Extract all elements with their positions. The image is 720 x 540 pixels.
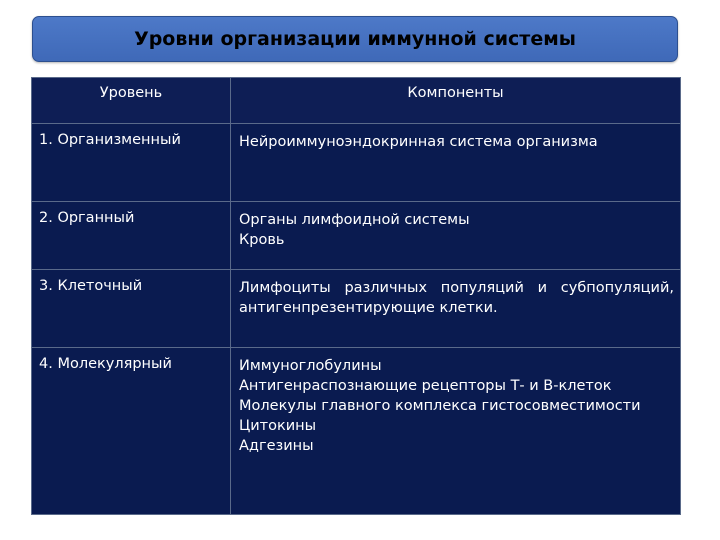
- header-level: Уровень: [32, 78, 231, 124]
- page-title: Уровни организации иммунной системы: [134, 28, 576, 50]
- components-cell: [231, 202, 681, 270]
- components-cell: [231, 124, 681, 202]
- component-item: Адгезины: [239, 438, 314, 454]
- header-components: Компоненты: [231, 78, 681, 124]
- table-row: [32, 202, 681, 270]
- table-row: [32, 348, 681, 515]
- component-item: Иммуноглобулины: [239, 358, 382, 374]
- level-cell: 3. Клеточный: [32, 270, 231, 348]
- level-cell: 2. Органный: [32, 202, 231, 270]
- components-cell: [231, 348, 681, 515]
- level-cell: 1. Организменный: [32, 124, 231, 202]
- component-item: Кровь: [239, 232, 285, 248]
- component-item: Молекулы главного комплекса гистосовместимости: [239, 398, 641, 414]
- component-item: Нейроиммуноэндокринная система организма: [239, 134, 598, 150]
- component-item: Антигенраспознающие рецепторы Т- и В-клеток: [239, 378, 612, 394]
- levels-table: [31, 77, 681, 515]
- table-row: [32, 124, 681, 202]
- table-header-row: [32, 78, 681, 124]
- title-banner: [32, 16, 678, 62]
- component-item: Цитокины: [239, 418, 317, 434]
- components-cell: [231, 270, 681, 348]
- table-row: [32, 270, 681, 348]
- level-cell: 4. Молекулярный: [32, 348, 231, 515]
- component-item: Лимфоциты различных популяций и субпопуляций, антигенпрезентирующие клетки.: [239, 280, 674, 316]
- component-item: Органы лимфоидной системы: [239, 212, 470, 228]
